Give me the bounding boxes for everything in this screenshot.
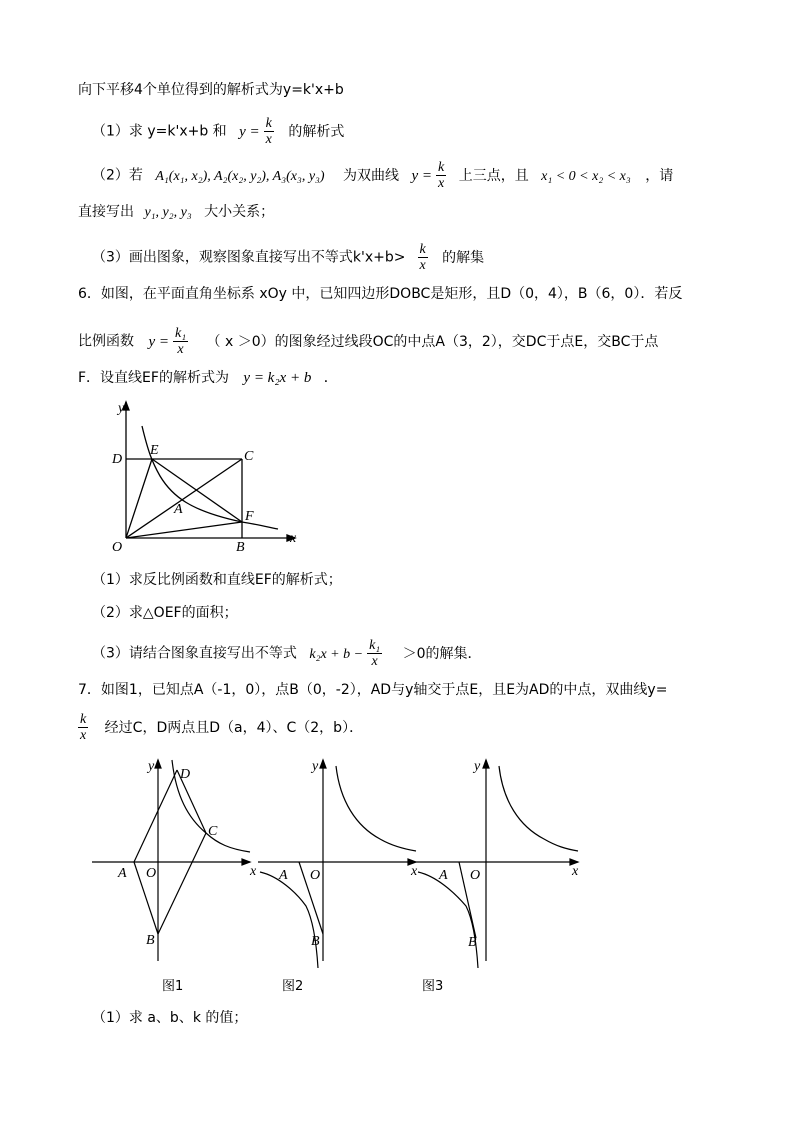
label-O: O (112, 540, 123, 555)
p6-line2-fraction (173, 326, 188, 357)
x-axis-arrow (242, 859, 250, 865)
label-y: y (148, 759, 155, 774)
label-x: x (411, 864, 418, 879)
label-O: O (310, 868, 321, 883)
hyperbola-branch-upper (336, 766, 416, 851)
label-B: B (236, 540, 245, 555)
p5-q1-fraction (264, 116, 274, 147)
y-axis-arrow (320, 760, 326, 768)
label-A: A (174, 502, 183, 517)
label-F: F (245, 509, 254, 524)
label-B: B (468, 935, 477, 950)
p5-q2-text-d: ，请 (645, 167, 674, 184)
label-A: A (279, 868, 288, 883)
p5-q2 (92, 160, 673, 191)
label-A: A (439, 868, 448, 883)
p6-line1: 6．如图，在平面直角坐标系 xOy 中，已知四边形DOBC是矩形，且D（0，4），B（6，0）．若反 (78, 286, 683, 302)
p5-q2-fraction (436, 160, 446, 191)
label-A: A (118, 866, 127, 881)
p6-line2-lhs: y = (148, 333, 169, 350)
y-axis-arrow (483, 760, 489, 768)
p5-q2-line2-a: 直接写出 (78, 204, 134, 220)
frac-numerator: k (265, 116, 272, 131)
label-B: B (311, 934, 320, 949)
y-axis-arrow (155, 760, 161, 768)
label-E: E (150, 443, 159, 458)
frac-denominator: x (438, 176, 445, 191)
p5-q1-text-a: （1）求 y=k'x+b 和 (92, 123, 227, 140)
p6-sub3-fraction (367, 638, 382, 669)
p5-q2-points: A₁(x₁, x₂), A₂(x₂, y₂), A₃(x₃, y₃) (155, 168, 325, 184)
p6-sub2: （2）求△OEF的面积； (92, 605, 238, 621)
p7-figure-3 (414, 756, 586, 972)
label-O: O (470, 868, 481, 883)
p7-line2 (78, 712, 363, 743)
label-y: y (474, 759, 481, 774)
hyperbola-branch-lower (260, 872, 318, 968)
label-D: D (180, 767, 191, 782)
p6-line3-b: ． (323, 370, 338, 386)
p7-fig1-caption: 图1 (162, 979, 184, 994)
p7-line2-fraction (78, 712, 88, 743)
p5-q3 (92, 242, 484, 273)
frac-denominator: x (265, 132, 272, 147)
label-x: x (250, 864, 257, 879)
frac-denominator: x (173, 341, 188, 357)
label-B: B (146, 933, 155, 948)
frac-denominator: x (367, 653, 382, 669)
label-y: y (312, 759, 319, 774)
p6-line2-b: （ x ＞0）的图象经过线段OC的中点A（3，2），交DC于点E，交BC于点 (206, 333, 659, 350)
frac-numerator: k (80, 712, 87, 727)
frac-numerator: k (419, 242, 426, 257)
frac-numerator: k₁ (174, 326, 187, 341)
p6-line2-a: 比例函数 (78, 333, 134, 350)
label-x: x (572, 864, 579, 879)
p5-q3-text-b: 的解集 (442, 249, 485, 266)
p5-q2-text-b: 为双曲线 (343, 167, 400, 184)
p5-q1-lhs: y = (239, 123, 260, 140)
label-D: D (112, 452, 123, 467)
p6-sub3 (92, 638, 482, 669)
p5-intro: 向下平移4个单位得到的解析式为y=k'x+b (78, 82, 344, 98)
p7-line1: 7．如图1，已知点A（-1，0），点B（0，-2），AD与y轴交于点E，且E为AD的中点，双曲线y= (78, 682, 668, 698)
p5-q1 (92, 116, 344, 147)
segment-AD (134, 770, 177, 862)
p5-q2-cond: x₁ < 0 < x₂ < x₃ (541, 168, 631, 184)
p6-sub3-b: ＞0的解集． (402, 645, 482, 662)
segment-OF (126, 522, 242, 538)
frac-denominator: x (80, 728, 87, 743)
p6-line3-a: F．设直线EF的解析式为 (78, 370, 229, 386)
p6-line2 (78, 326, 658, 357)
p6-figure (90, 396, 310, 561)
p7-sub1: （1）求 a、b、k 的值； (92, 1010, 248, 1026)
p5-q2-text-c: 上三点，且 (458, 167, 529, 184)
p7-figure-2 (256, 756, 422, 972)
label-C: C (244, 449, 254, 464)
segment-OC (126, 459, 242, 538)
p5-q2-ys: y₁, y₂, y₃ (144, 205, 192, 220)
p6-line3 (78, 368, 338, 388)
p5-q2-line2-b: 大小关系； (204, 204, 275, 220)
segment-CB (158, 833, 206, 934)
p6-sub3-expr: k₂x + b − (309, 646, 364, 662)
p5-q3-text-a: （3）画出图象，观察图象直接写出不等式k'x+b> (92, 249, 406, 266)
p5-q1-text-b: 的解析式 (288, 123, 345, 140)
label-C: C (208, 824, 218, 839)
p5-q3-fraction (418, 242, 428, 273)
p7-fig2-caption: 图2 (282, 979, 304, 994)
hyperbola-branch-upper (499, 766, 578, 851)
p5-q2-text-a: （2）若 (92, 167, 143, 184)
label-y: y (118, 401, 125, 416)
p6-sub1: （1）求反比例函数和直线EF的解析式； (92, 572, 342, 588)
label-O: O (146, 866, 157, 881)
p5-q2-lhs: y = (411, 167, 433, 184)
p7-figure-1 (90, 756, 260, 972)
frac-numerator: k (438, 160, 445, 175)
p7-fig3-caption: 图3 (422, 979, 444, 994)
p7-line2-b: 经过C，D两点且D（a，4）、C（2，b）． (104, 719, 364, 736)
frac-numerator: k₁ (369, 638, 381, 653)
p6-sub3-a: （3）请结合图象直接写出不等式 (92, 645, 297, 662)
p6-line3-eq: y = k₂x + b (243, 370, 312, 386)
hyperbola-branch-lower (418, 872, 478, 968)
segment-OE (126, 459, 152, 538)
frac-denominator: x (419, 258, 426, 273)
p5-q2-line2 (78, 202, 274, 223)
label-x: x (290, 531, 297, 546)
